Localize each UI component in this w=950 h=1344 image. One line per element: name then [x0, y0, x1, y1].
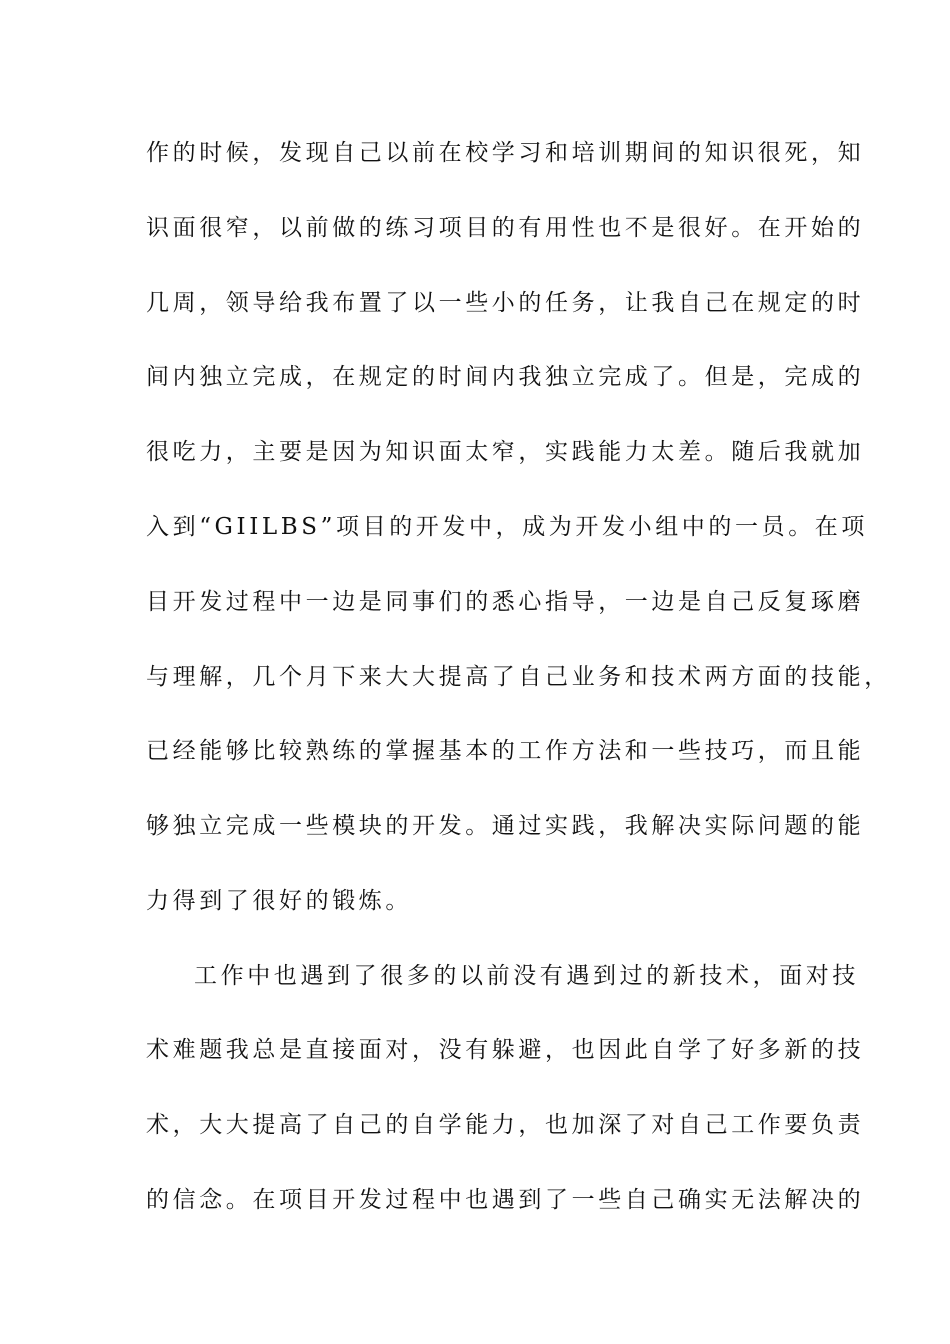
text-line: 目开发过程中一边是同事们的悉心指导，一边是自己反复琢磨	[146, 589, 865, 615]
text-line: 力得到了很好的锻炼。	[146, 888, 412, 914]
text-line: 术难题我总是直接面对，没有躲避，也因此自学了好多新的技	[146, 1037, 865, 1063]
text-line: 间内独立完成，在规定的时间内我独立完成了。但是，完成的	[146, 364, 865, 390]
text-line: 的信念。在项目开发过程中也遇到了一些自己确实无法解决的	[146, 1187, 865, 1213]
text-line: 与理解，几个月下来大大提高了自己业务和技术两方面的技能，	[146, 664, 891, 690]
paragraph-first-line: 工作中也遇到了很多的以前没有遇到过的新技术，面对技	[194, 963, 859, 989]
text-line: 很吃力，主要是因为知识面太窄，实践能力太差。随后我就加	[146, 439, 865, 465]
text-line: 入到“GIILBS”项目的开发中，成为开发小组中的一员。在项	[146, 514, 868, 540]
text-line: 几周，领导给我布置了以一些小的任务，让我自己在规定的时	[146, 290, 865, 316]
text-line: 已经能够比较熟练的掌握基本的工作方法和一些技巧，而且能	[146, 738, 865, 764]
text-line: 作的时候，发现自己以前在校学习和培训期间的知识很死，知	[146, 140, 865, 166]
text-line: 识面很窄，以前做的练习项目的有用性也不是很好。在开始的	[146, 215, 865, 241]
text-line: 够独立完成一些模块的开发。通过实践，我解决实际问题的能	[146, 813, 865, 839]
text-line: 术，大大提高了自己的自学能力，也加深了对自己工作要负责	[146, 1112, 865, 1138]
